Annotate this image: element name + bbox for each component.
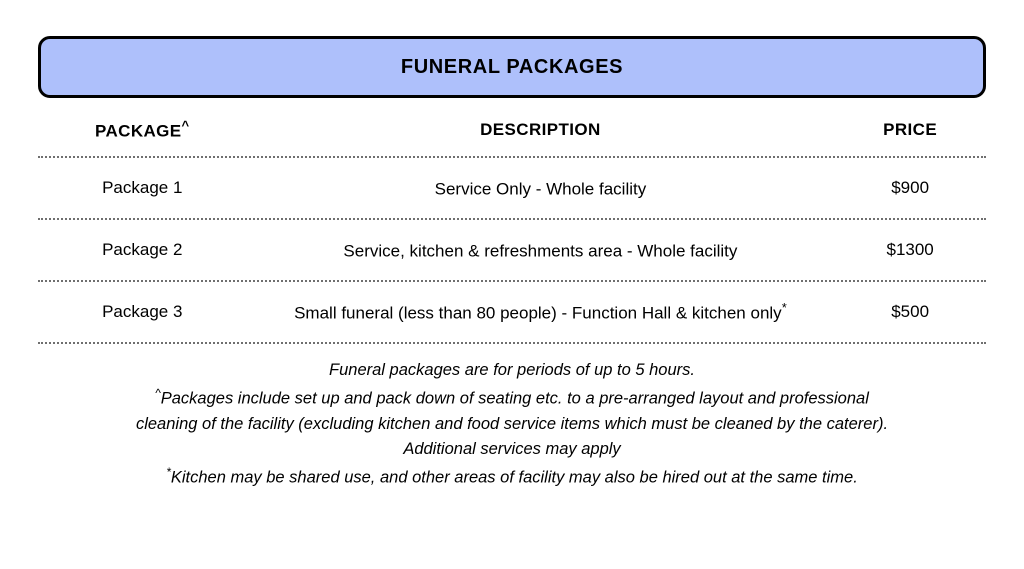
footnote-line-2-text: Packages include set up and pack down of seating etc. to a pre-arranged layout and professional [160, 389, 869, 408]
page-title: FUNERAL PACKAGES [400, 55, 624, 78]
row-package-name: Package 3 [102, 302, 183, 321]
packages-table [38, 104, 986, 344]
column-header-price: PRICE [883, 120, 938, 139]
table-row [38, 282, 986, 344]
column-header-package-label: PACKAGE [95, 121, 182, 141]
funeral-packages-sheet [0, 36, 1024, 569]
row-price: $500 [891, 302, 930, 321]
footnote-line-4: Additional services may apply [403, 440, 621, 459]
footnote-line-2 [38, 384, 986, 412]
column-header-package [38, 118, 247, 142]
row-description [247, 300, 835, 324]
footnote-line-5 [38, 463, 986, 491]
row-description-text: Service Only - Whole facility [434, 179, 647, 199]
column-header-description: DESCRIPTION [480, 120, 601, 139]
row-package-name: Package 2 [102, 240, 183, 259]
row-price: $900 [891, 178, 930, 197]
row-description-text: Small funeral (less than 80 people) - Function Hall & kitchen only [294, 303, 782, 323]
title-banner [38, 36, 986, 98]
row-description-text: Service, kitchen & refreshments area - Whole facility [343, 241, 738, 261]
footnote-caret-marker: ^ [155, 385, 161, 400]
footnote-line-5-text: Kitchen may be shared use, and other areas of facility may also be hired out at the same time. [170, 468, 858, 487]
row-description [247, 176, 835, 200]
footnotes [38, 358, 986, 491]
table-row [38, 220, 986, 282]
row-description [247, 238, 835, 262]
table-row [38, 158, 986, 220]
row-description-marker: * [781, 300, 787, 316]
footnote-line-1: Funeral packages are for periods of up to 5 hours. [329, 361, 695, 379]
row-package-name: Package 1 [102, 178, 183, 197]
footnote-line-3: cleaning of the facility (excluding kitchen and food service items which must be cleaned by the caterer). [135, 414, 889, 433]
package-footnote-marker: ^ [181, 118, 190, 134]
table-header-row [38, 104, 986, 158]
row-price: $1300 [886, 240, 934, 259]
footnote-asterisk-marker: * [166, 464, 171, 479]
